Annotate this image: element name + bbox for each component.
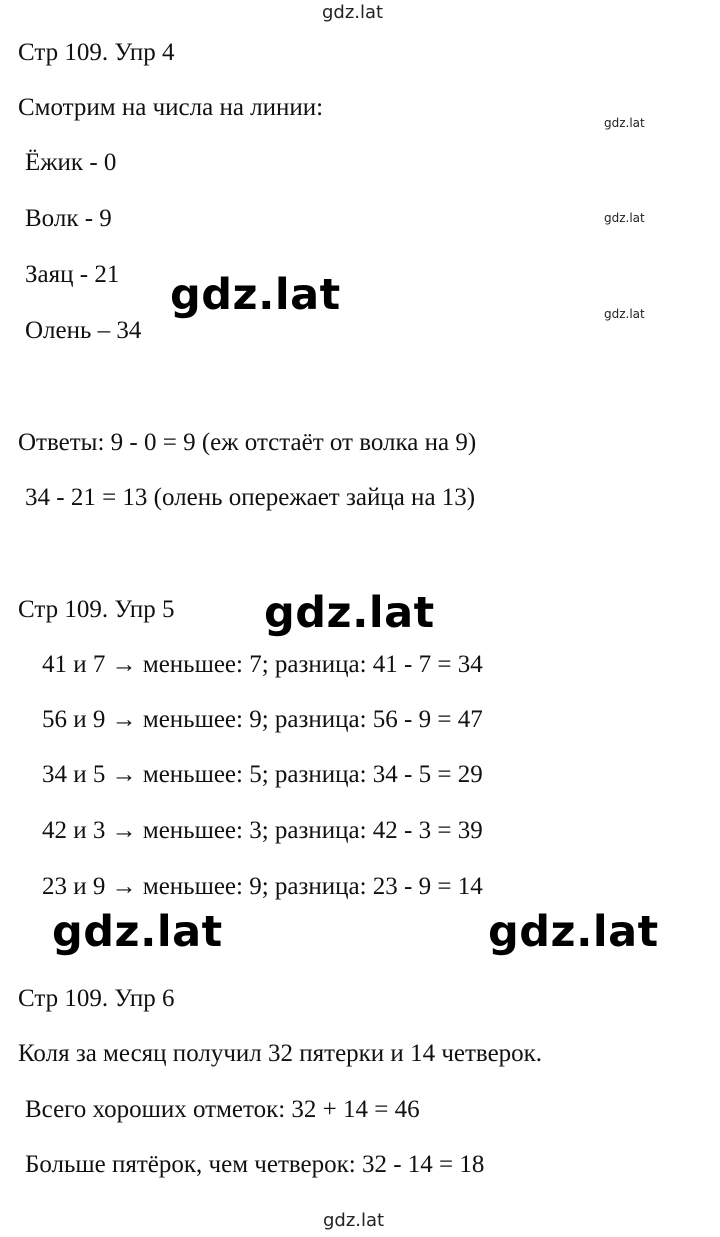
watermark-big-2: gdz.lat: [264, 588, 435, 638]
watermark-bottom: gdz.lat: [323, 1210, 385, 1231]
watermark-top: gdz.lat: [322, 2, 384, 23]
watermark-right-2: gdz.lat: [604, 211, 645, 225]
ex5-row: 56 и 9 → меньшее: 9; разница: 56 - 9 = 47: [42, 706, 483, 733]
ex6-line-1: Всего хороших отметок: 32 + 14 = 46: [25, 1096, 420, 1123]
ex4-item-deer: Олень – 34: [25, 317, 142, 344]
watermark-right-1: gdz.lat: [604, 116, 645, 130]
ex5-row: 42 и 3 → меньшее: 3; разница: 42 - 3 = 39: [42, 817, 483, 844]
ex5-row: 41 и 7 → меньшее: 7; разница: 41 - 7 = 34: [42, 651, 483, 678]
ex5-row: 23 и 9 → меньшее: 9; разница: 23 - 9 = 14: [42, 873, 483, 900]
ex6-problem: Коля за месяц получил 32 пятерки и 14 четверок.: [18, 1040, 543, 1067]
watermark-right-3: gdz.lat: [604, 307, 645, 321]
watermark-big-3: gdz.lat: [52, 907, 223, 957]
ex6-title: Стр 109. Упр 6: [18, 985, 175, 1012]
watermark-big-1: gdz.lat: [170, 270, 341, 320]
ex4-answer-2: 34 - 21 = 13 (олень опережает зайца на 13): [25, 484, 476, 511]
ex4-answer-1: Ответы: 9 - 0 = 9 (еж отстаёт от волка на 9): [18, 429, 477, 456]
watermark-big-4: gdz.lat: [488, 907, 659, 957]
ex4-title: Стр 109. Упр 4: [18, 39, 175, 66]
ex5-title: Стр 109. Упр 5: [18, 596, 175, 623]
ex4-item-wolf: Волк - 9: [25, 205, 112, 232]
ex5-row: 34 и 5 → меньшее: 5; разница: 34 - 5 = 29: [42, 761, 483, 788]
ex4-item-hare: Заяц - 21: [25, 261, 120, 288]
ex4-intro: Смотрим на числа на линии:: [18, 94, 324, 121]
ex6-line-2: Больше пятёрок, чем четверок: 32 - 14 = 18: [25, 1151, 485, 1178]
ex4-item-hedgehog: Ёжик - 0: [25, 149, 117, 176]
